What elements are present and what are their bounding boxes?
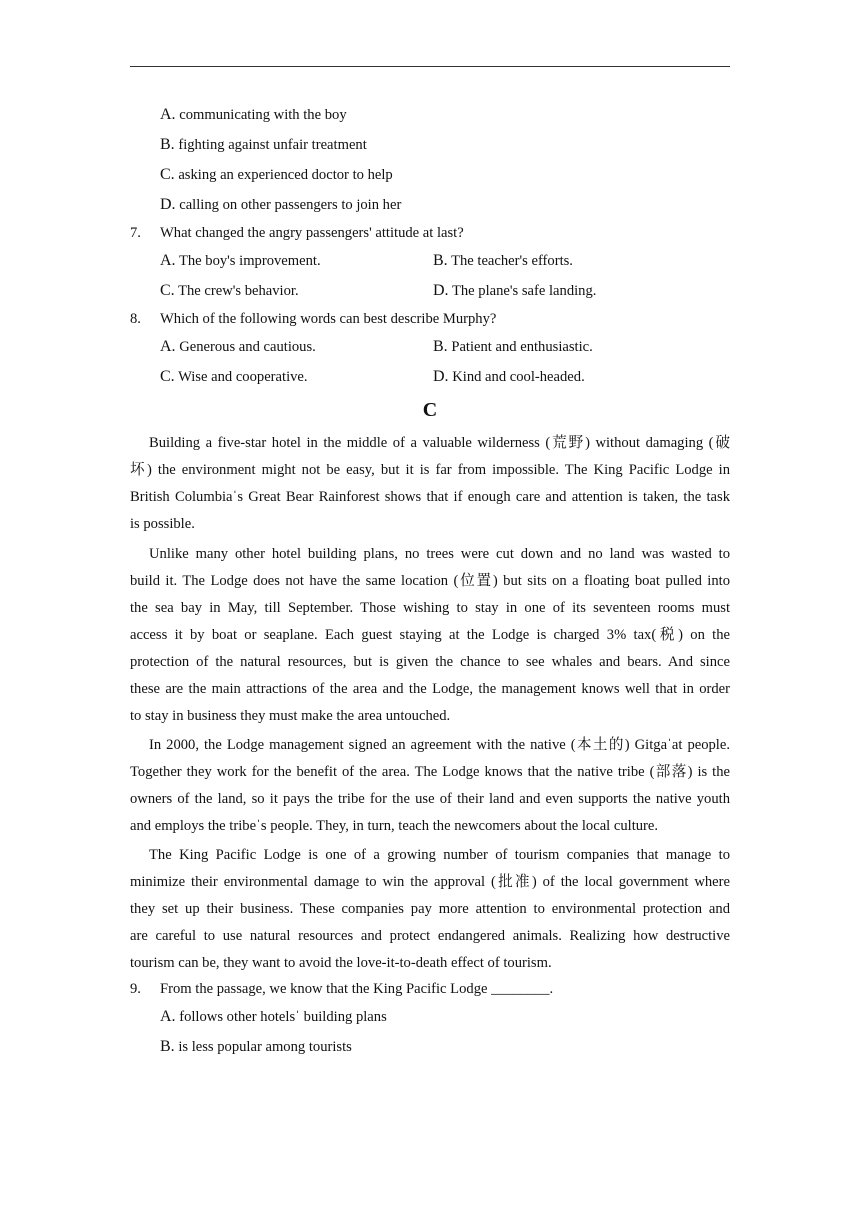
q6-option-c[interactable] (160, 165, 393, 185)
q9-stem: From the passage, we know that the King Pacific Lodge ________. (160, 981, 554, 997)
option-letter: D. (160, 196, 176, 213)
option-text: Generous and cautious. (179, 339, 316, 355)
option-letter: A. (160, 338, 176, 355)
passage-line: Together they work for the benefit of the area. The Lodge knows that the native tribe (部落) is the (130, 764, 730, 780)
passage-line: In 2000, the Lodge management signed an agreement with the native (本土的) Gitgaˈat people. (149, 737, 730, 753)
option-text: is less popular among tourists (178, 1039, 352, 1055)
option-text: communicating with the boy (179, 107, 347, 123)
passage-line: is possible. (130, 516, 195, 532)
option-text: Kind and cool-headed. (452, 369, 585, 385)
passage-line: to stay in business they must make the area untouched. (130, 708, 451, 724)
option-letter: A. (160, 1008, 176, 1025)
option-letter: A. (160, 252, 176, 269)
option-text: The plane's safe landing. (451, 283, 597, 299)
passage-line: minimize their environmental damage to win the approval (批准) of the local government where (130, 874, 730, 890)
option-text: The teacher's efforts. (451, 253, 573, 269)
q7-option-b[interactable] (433, 251, 573, 271)
q8-stem: Which of the following words can best describe Murphy? (160, 311, 497, 327)
option-letter: A. (160, 106, 176, 123)
passage-paragraph-3 (130, 732, 730, 840)
q7-option-d[interactable] (433, 281, 596, 301)
option-letter: B. (433, 252, 448, 269)
option-text: The crew's behavior. (178, 283, 299, 299)
passage-line: they set up their business. These companies pay more attention to environmental protection and (130, 901, 730, 917)
passage-line: are careful to use natural resources and protect endangered animals. Realizing how destructive (130, 928, 730, 944)
option-text: calling on other passengers to join her (179, 197, 402, 213)
q9-option-a[interactable] (160, 1007, 387, 1027)
option-letter: D. (433, 282, 449, 299)
passage-line: and employs the tribeˈs people. They, in turn, teach the newcomers about the local culture. (130, 818, 659, 834)
passage-paragraph-2 (130, 541, 730, 730)
q6-option-a[interactable] (160, 105, 347, 125)
passage-line: access it by boat or seaplane. Each guest staying at the Lodge is charged 3% tax(税) on the (130, 627, 730, 643)
q9-number: 9. (130, 981, 141, 997)
header-rule (130, 66, 730, 67)
q8-option-c[interactable] (160, 367, 308, 387)
passage-paragraph-1 (130, 430, 730, 538)
q7-option-c[interactable] (160, 281, 299, 301)
option-letter: C. (160, 166, 175, 183)
q7-option-a[interactable] (160, 251, 321, 271)
passage-line: build it. The Lodge does not have the same location (位置) but sits on a floating boat pulled into (130, 573, 730, 589)
passage-line: 坏) the environment might not be easy, but it is far from impossible. The King Pacific Lodge in (130, 462, 730, 478)
passage-paragraph-4 (130, 842, 730, 977)
option-letter: B. (433, 338, 448, 355)
passage-line: owners of the land, so it pays the tribe for the use of their land and even supports the native youth (130, 791, 730, 807)
option-text: Patient and enthusiastic. (451, 339, 593, 355)
passage-line: the sea bay in May, till September. Those wishing to stay in one of its seventeen rooms must (130, 600, 730, 616)
option-text: follows other hotelsˈ building plans (179, 1009, 387, 1025)
option-text: The boy's improvement. (178, 253, 321, 269)
option-text: asking an experienced doctor to help (178, 167, 393, 183)
q8-option-a[interactable] (160, 337, 316, 357)
option-letter: D. (433, 368, 449, 385)
option-letter: B. (160, 1038, 175, 1055)
option-letter: B. (160, 136, 175, 153)
passage-line: British Columbiaˈs Great Bear Rainforest shows that if enough care and attention is taken, the task (130, 489, 730, 505)
passage-line: protection of the natural resources, but is given the chance to see whales and bears. And since (130, 654, 730, 670)
option-letter: C. (160, 282, 175, 299)
section-heading: C (422, 399, 438, 421)
option-text: fighting against unfair treatment (178, 137, 367, 153)
q9-option-b[interactable] (160, 1037, 352, 1057)
q7-stem: What changed the angry passengers' attitude at last? (160, 225, 464, 241)
passage-line: tourism can be, they want to avoid the love-it-to-death effect of tourism. (130, 955, 552, 971)
option-text: Wise and cooperative. (178, 369, 308, 385)
option-letter: C. (160, 368, 175, 385)
q6-option-b[interactable] (160, 135, 367, 155)
q7-number: 7. (130, 225, 141, 241)
passage-line: Building a five-star hotel in the middle of a valuable wilderness (荒野) without damaging (破 (149, 435, 730, 451)
q8-number: 8. (130, 311, 141, 327)
passage-line: these are the main attractions of the area and the Lodge, the management knows well that in order (130, 681, 730, 697)
passage-line: The King Pacific Lodge is one of a growing number of tourism companies that manage to (149, 847, 730, 863)
passage-line: Unlike many other hotel building plans, no trees were cut down and no land was wasted to (149, 546, 730, 562)
q8-option-d[interactable] (433, 367, 585, 387)
q8-option-b[interactable] (433, 337, 593, 357)
q6-option-d[interactable] (160, 195, 401, 215)
